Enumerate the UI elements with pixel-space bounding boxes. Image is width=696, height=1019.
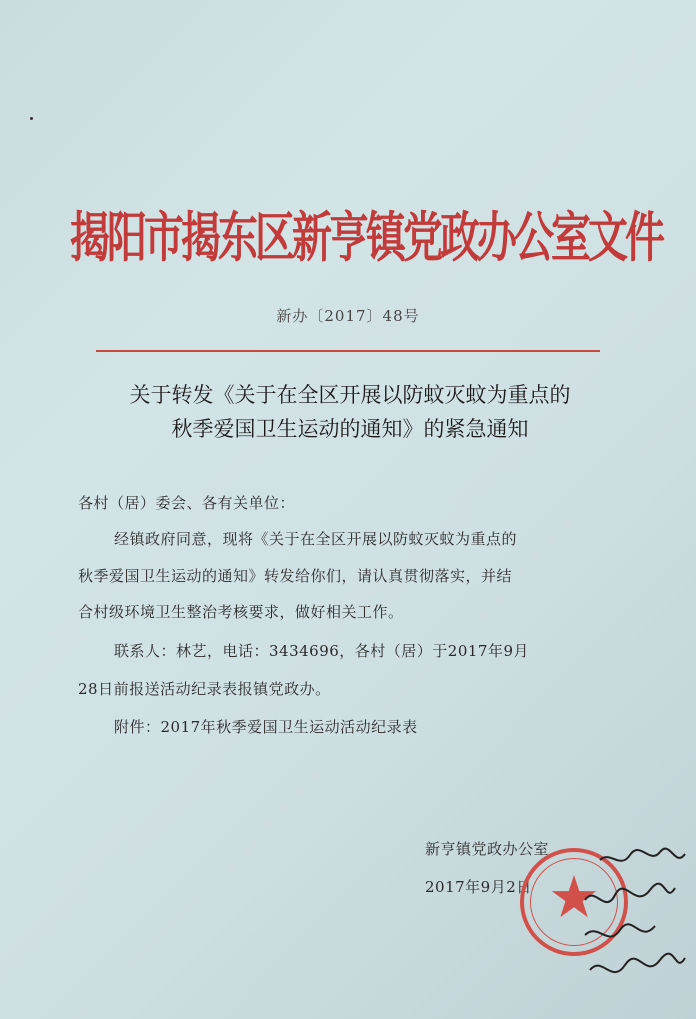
handwritten-signatures [580,840,690,1000]
star-icon: ★ [548,863,600,931]
signature-stroke-4 [590,954,685,973]
header-divider-rule [96,350,600,352]
issuer-header-title: 揭阳市揭东区新亨镇党政办公室文件 [70,205,662,270]
paragraph-1-line-3: 合村级环境卫生整治考核要求，做好相关工作。 [78,603,404,621]
ink-speck [30,117,33,120]
paragraph-1-line-2: 秋季爱国卫生运动的通知》转发给你们，请认真贯彻落实，并结 [78,567,513,585]
signature-stroke-2 [585,884,675,903]
salutation: 各村（居）委会、各有关单位： [78,494,296,512]
paragraph-2-line-2: 28日前报送活动纪录表报镇党政办。 [78,680,331,698]
document-number: 新办〔2017〕48号 [276,307,420,325]
signature-stroke-1 [600,849,685,861]
signature-stroke-3 [585,924,655,936]
sender-office: 新亨镇党政办公室 [425,840,550,858]
paragraph-1-line-1: 经镇政府同意，现将《关于在全区开展以防蚊灭蚊为重点的 [114,530,518,548]
subject-line-1: 关于转发《关于在全区开展以防蚊灭蚊为重点的 [129,383,571,407]
issue-date: 2017年9月2日 [425,878,532,896]
subject-line-2: 秋季爱国卫生运动的通知》的紧急通知 [171,417,529,441]
paragraph-2-line-1: 联系人：林艺，电话：3434696，各村（居）于2017年9月 [114,642,530,660]
attachment-line: 附件：2017年秋季爱国卫生运动活动纪录表 [114,718,418,736]
